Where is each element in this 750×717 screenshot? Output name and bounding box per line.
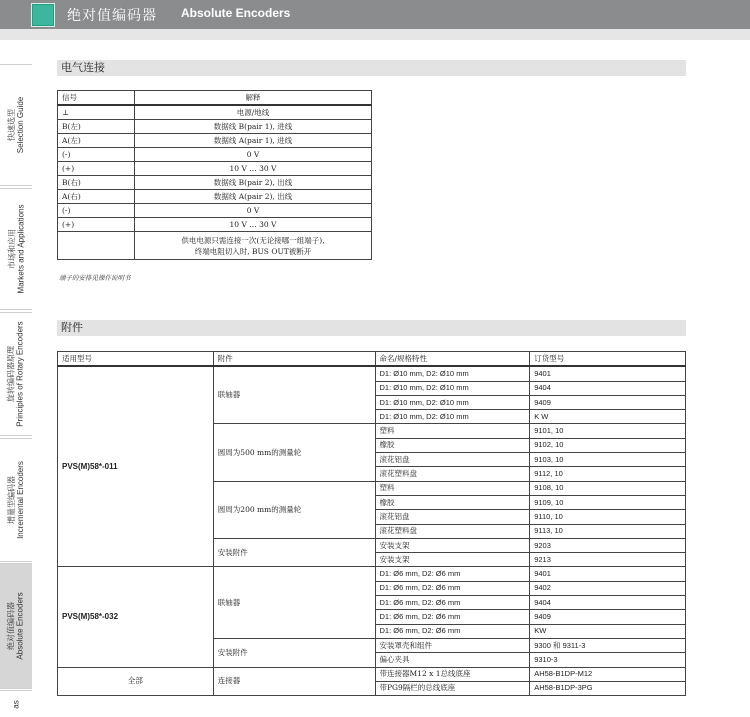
side-tab-label-en: Absolute Encoders bbox=[16, 592, 25, 660]
side-tab-label-en: Selection Guide bbox=[16, 96, 26, 154]
explain-cell: 10 V … 30 V bbox=[135, 162, 372, 176]
accessory-group-cell: 联轴器 bbox=[213, 567, 375, 638]
table-row bbox=[58, 190, 372, 204]
explain-cell: 数据线 B(pair 1), 进线 bbox=[135, 120, 372, 134]
table-row bbox=[58, 162, 372, 176]
signal-cell: A(左) bbox=[58, 134, 135, 148]
note-cell bbox=[135, 232, 372, 260]
order-code-cell: 9203 bbox=[530, 538, 686, 552]
spec-cell: D1: Ø6 mm, D2: Ø6 mm bbox=[375, 624, 530, 638]
table-row bbox=[58, 148, 372, 162]
accessory-group-cell: 圆周为500 mm的测量轮 bbox=[213, 424, 375, 481]
side-tab-markets[interactable] bbox=[0, 188, 32, 310]
explain-cell: 数据线 B(pair 2), 出线 bbox=[135, 176, 372, 190]
model-cell: 全部 bbox=[58, 667, 214, 696]
order-code-cell: 9109, 10 bbox=[530, 495, 686, 509]
column-header: 适用型号 bbox=[58, 352, 214, 367]
order-code-cell: 9213 bbox=[530, 553, 686, 567]
side-tab-label-cn: 旋转编码器原理 bbox=[7, 346, 17, 403]
order-code-cell: 9401 bbox=[530, 567, 686, 581]
order-code-cell: AH58-B1DP-3PG bbox=[530, 681, 686, 695]
spec-cell: 橡胶 bbox=[375, 438, 530, 452]
signal-cell: B(左) bbox=[58, 120, 135, 134]
model-cell: PVS(M)58*-011 bbox=[58, 366, 214, 567]
spec-cell: D1: Ø6 mm, D2: Ø6 mm bbox=[375, 596, 530, 610]
side-tab-label-cn: 快速选型 bbox=[7, 109, 17, 142]
note-line: 终端电阻切入时, BUS OUT被断开 bbox=[194, 246, 312, 256]
signal-cell: (-) bbox=[58, 204, 135, 218]
column-header: 附件 bbox=[213, 352, 375, 367]
column-header: 命名/规格特性 bbox=[375, 352, 530, 367]
table-header-row bbox=[58, 352, 686, 367]
accessory-group-cell: 安装附件 bbox=[213, 538, 375, 567]
spec-cell: 带连接器M12 x 1总线底座 bbox=[375, 667, 530, 681]
order-code-cell: 9401 bbox=[530, 366, 686, 381]
electrical-section-title: 电气连接 bbox=[61, 61, 105, 74]
side-tab-label-cn: 增量型编码器 bbox=[7, 476, 17, 525]
column-header: 信号 bbox=[58, 91, 135, 106]
order-code-cell: 9310-3 bbox=[530, 653, 686, 667]
spec-cell: 滚花铝盘 bbox=[375, 510, 530, 524]
order-code-cell: K W bbox=[530, 410, 686, 424]
signal-cell: (-) bbox=[58, 148, 135, 162]
accessories-section-header bbox=[57, 320, 686, 336]
spec-cell: 带PG9隔栏的总线底座 bbox=[375, 681, 530, 695]
section-badge-icon bbox=[31, 3, 55, 27]
note-line: 供电电源只需连接一次(无论接哪一组端子), bbox=[181, 235, 325, 245]
table-header-row bbox=[58, 91, 372, 106]
model-cell: PVS(M)58*-032 bbox=[58, 567, 214, 667]
spec-cell: D1: Ø6 mm, D2: Ø6 mm bbox=[375, 581, 530, 595]
spec-cell: D1: Ø10 mm, D2: Ø10 mm bbox=[375, 381, 530, 395]
order-code-cell: KW bbox=[530, 624, 686, 638]
side-tab-label-en: Incremental Encoders bbox=[16, 461, 26, 539]
header-title-en: Absolute Encoders bbox=[181, 6, 291, 20]
column-header: 解释 bbox=[135, 91, 372, 106]
explain-cell: 10 V … 30 V bbox=[135, 218, 372, 232]
spec-cell: 滚花塑料盘 bbox=[375, 524, 530, 538]
side-tab-label-en: Markets and Applications bbox=[16, 204, 25, 294]
table-row bbox=[58, 366, 686, 381]
explain-cell: 电源/地线 bbox=[135, 105, 372, 120]
terminal-footnote: 端子的安排见操作说明书 bbox=[59, 274, 131, 282]
order-code-cell: 9404 bbox=[530, 381, 686, 395]
explain-cell: 数据线 A(pair 1), 进线 bbox=[135, 134, 372, 148]
accessories-table bbox=[57, 351, 686, 696]
accessories-section-title: 附件 bbox=[61, 321, 83, 334]
order-code-cell: 9404 bbox=[530, 596, 686, 610]
spec-cell: D1: Ø6 mm, D2: Ø6 mm bbox=[375, 567, 530, 581]
side-tab-absolute[interactable] bbox=[0, 563, 32, 689]
side-tab-label-en: as bbox=[11, 699, 21, 709]
spec-cell: 安装支架 bbox=[375, 538, 530, 552]
table-row bbox=[58, 105, 372, 120]
spec-cell: D1: Ø10 mm, D2: Ø10 mm bbox=[375, 366, 530, 381]
order-code-cell: 9108, 10 bbox=[530, 481, 686, 495]
accessory-group-cell: 安装附件 bbox=[213, 638, 375, 667]
spec-cell: D1: Ø10 mm, D2: Ø10 mm bbox=[375, 395, 530, 409]
accessory-group-cell: 圆周为200 mm的测量轮 bbox=[213, 481, 375, 538]
table-row-note bbox=[58, 232, 372, 260]
side-tab-label-cn: 绝对值编码器 bbox=[7, 602, 16, 650]
signal-cell: ⊥ bbox=[58, 105, 135, 120]
side-tab-incremental[interactable] bbox=[0, 438, 32, 562]
page-header bbox=[0, 0, 750, 29]
order-code-cell: 9402 bbox=[530, 581, 686, 595]
spec-cell: 安装支架 bbox=[375, 553, 530, 567]
column-header: 订货型号 bbox=[530, 352, 686, 367]
accessory-group-cell: 连接器 bbox=[213, 667, 375, 696]
table-row bbox=[58, 204, 372, 218]
spec-cell: 滚花铝盘 bbox=[375, 453, 530, 467]
table-row bbox=[58, 176, 372, 190]
order-code-cell: 9409 bbox=[530, 395, 686, 409]
spec-cell: 塑料 bbox=[375, 424, 530, 438]
spec-cell: 偏心夹具 bbox=[375, 653, 530, 667]
spec-cell: D1: Ø6 mm, D2: Ø6 mm bbox=[375, 610, 530, 624]
signal-table bbox=[57, 90, 372, 260]
side-tab-label-cn: 市场和应用 bbox=[7, 229, 16, 269]
order-code-cell: 9103, 10 bbox=[530, 453, 686, 467]
spec-cell: 橡胶 bbox=[375, 495, 530, 509]
order-code-cell: 9102, 10 bbox=[530, 438, 686, 452]
signal-cell-empty bbox=[58, 232, 135, 260]
table-row bbox=[58, 120, 372, 134]
explain-cell: 0 V bbox=[135, 148, 372, 162]
spec-cell: D1: Ø10 mm, D2: Ø10 mm bbox=[375, 410, 530, 424]
order-code-cell: 9409 bbox=[530, 610, 686, 624]
order-code-cell: 9110, 10 bbox=[530, 510, 686, 524]
header-title-cn: 绝对值编码器 bbox=[67, 8, 157, 24]
table-row bbox=[58, 218, 372, 232]
table-row bbox=[58, 134, 372, 148]
signal-cell: B(右) bbox=[58, 176, 135, 190]
order-code-cell: 9113, 10 bbox=[530, 524, 686, 538]
signal-cell: (+) bbox=[58, 162, 135, 176]
side-tab-principles[interactable] bbox=[0, 312, 32, 436]
table-row bbox=[58, 567, 686, 581]
order-code-cell: AH58-B1DP-M12 bbox=[530, 667, 686, 681]
order-code-cell: 9101, 10 bbox=[530, 424, 686, 438]
header-band bbox=[0, 29, 750, 40]
signal-cell: A(右) bbox=[58, 190, 135, 204]
electrical-section-header bbox=[57, 60, 686, 76]
spec-cell: 塑料 bbox=[375, 481, 530, 495]
order-code-cell: 9300 和 9311-3 bbox=[530, 638, 686, 652]
order-code-cell: 9112, 10 bbox=[530, 467, 686, 481]
table-row bbox=[58, 667, 686, 681]
spec-cell: 滚花塑料盘 bbox=[375, 467, 530, 481]
side-tab-selection-guide[interactable] bbox=[0, 64, 32, 186]
explain-cell: 0 V bbox=[135, 204, 372, 218]
signal-cell: (+) bbox=[58, 218, 135, 232]
accessory-group-cell: 联轴器 bbox=[213, 366, 375, 424]
spec-cell: 安装罩壳和组件 bbox=[375, 638, 530, 652]
side-tab-more[interactable] bbox=[0, 690, 32, 717]
explain-cell: 数据线 A(pair 2), 出线 bbox=[135, 190, 372, 204]
side-tab-label-en: Principles of Rotary Encoders bbox=[16, 321, 26, 427]
